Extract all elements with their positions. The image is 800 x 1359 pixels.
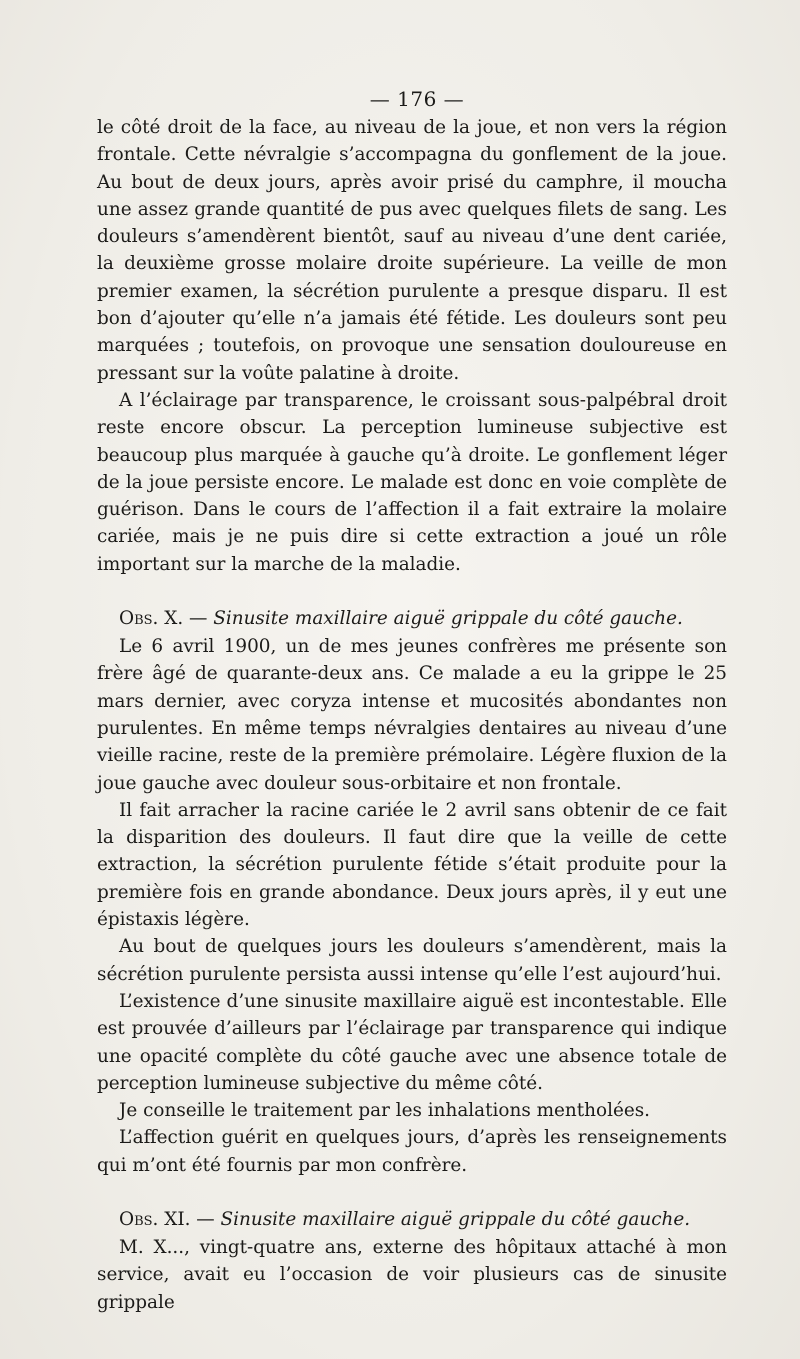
observation-xi-title: Sinusite maxillaire aiguë grippale du côté gauche.	[220, 1208, 691, 1230]
page-number: — 176 —	[369, 87, 465, 111]
observation-x-paragraph-5: Je conseille le traitement par les inhalations mentholées.	[119, 1100, 651, 1122]
observation-x-paragraph-3: Au bout de quelques jours les douleurs s’amendèrent, mais la sécrétion purulente persista aussi intense qu’elle l’est aujourd’hui.	[97, 936, 727, 985]
observation-x-title: Sinusite maxillaire aiguë grippale du côté gauche.	[213, 608, 683, 630]
observation-x-paragraph-2: Il fait arracher la racine cariée le 2 avril sans obtenir de ce fait la disparition des douleurs. Il faut dire que la veille de cette extraction, la sécrétion purulente fétide s’était produite pour la première fois en grande abondance. Deux jours après, il y eut une épistaxis légère.	[97, 799, 727, 931]
observation-x-paragraph-1: Le 6 avril 1900, un de mes jeunes confrères me présente son frère âgé de quarante-deux ans. Ce malade a eu la grippe le 25 mars dernier, avec coryza intense et mucosités abondantes non purulentes. En même temps névralgies dentaires au niveau d’une vieille racine, reste de la première prémolaire. Légère fluxion de la joue gauche avec douleur sous-orbitaire et non frontale.	[97, 636, 727, 794]
observation-x-heading	[97, 605, 727, 633]
observation-xi-paragraph-1: M. X..., vingt-quatre ans, externe des hôpitaux attaché à mon service, avait eu l’occasion de voir plusieurs cas de sinusite grippale	[97, 1236, 727, 1313]
observation-x-paragraph-6: L’affection guérit en quelques jours, d’après les renseignements qui m’ont été fournis par mon confrère.	[97, 1127, 727, 1176]
document-page	[97, 84, 727, 1316]
observation-x-label: Obs. X. —	[119, 608, 208, 630]
section-gap	[97, 1179, 727, 1206]
paragraph-transillumination: A l’éclairage par transparence, le croissant sous-palpébral droit reste encore obscur. La perception lumineuse subjective est beaucoup plus marquée à gauche qu’à droite. Le gonflement léger de la joue persiste encore. Le malade est donc en voie complète de guérison. Dans le cours de l’affection il a fait extraire la molaire cariée, mais je ne puis dire si cette extraction a joué un rôle important sur la marche de la maladie.	[97, 389, 727, 575]
section-gap	[97, 578, 727, 605]
observation-x-paragraph-4: L’existence d’une sinusite maxillaire aiguë est incontestable. Elle est prouvée d’ailleurs par l’éclairage par transparence qui indique une opacité complète du côté gauche avec une absence totale de perception lumineuse subjective du même côté.	[97, 990, 727, 1094]
paragraph-continuation: le côté droit de la face, au niveau de la joue, et non vers la région frontale. Cette névralgie s’accompagna du gonflement de la joue. Au bout de deux jours, après avoir prisé du camphre, il moucha une assez grande quantité de pus avec quelques filets de sang. Les douleurs s’amendèrent bientôt, sauf au niveau d’une dent cariée, la deuxième grosse molaire droite supérieure. La veille de mon premier examen, la sécrétion purulente a presque disparu. Il est bon d’ajouter qu’elle n’a jamais été fétide. Les douleurs sont peu marquées ; toutefois, on provoque une sensation douloureuse en pressant sur la voûte palatine à droite.	[97, 117, 727, 384]
observation-xi-label: Obs. XI. —	[119, 1208, 215, 1230]
observation-xi-heading	[97, 1206, 727, 1234]
